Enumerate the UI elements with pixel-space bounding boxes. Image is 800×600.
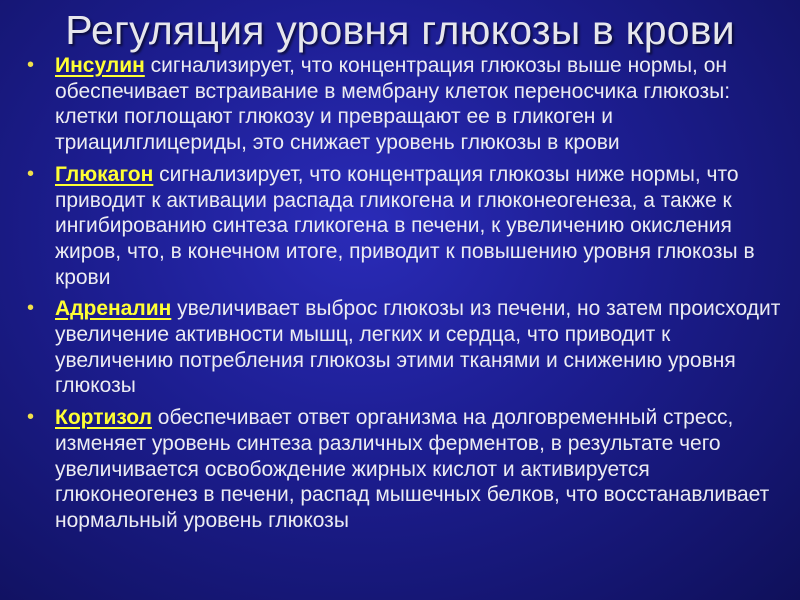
bullet-item-cortisol [22,405,784,534]
bullet-text-cortisol: обеспечивает ответ организма на долговременный стресс, изменяет уровень синтеза различных ферментов, в результате чего увеличивается освобождение жирных кислот и активируется глюконеогенез в печени, распад мышечных белков, что восстанавливает нормальный уровень глюкозы [55,406,770,532]
bullet-text-glucagon: сигнализирует, что концентрация глюкозы ниже нормы, что приводит к активации распада гликогена и глюконеогенеза, а также к ингибированию синтеза гликогена в печени, к увеличению окисления жиров, что, в конечном итоге, приводит к повышению уровня глюкозы в крови [55,162,755,289]
slide-title: Регуляция уровня глюкозы в крови [65,7,735,53]
bullet-item-adrenaline [22,296,784,399]
bullet-item-glucagon [22,162,784,291]
bullet-list [22,53,784,540]
bullet-dot-icon: • [27,54,35,76]
bullet-item-insulin [22,53,784,156]
hormone-term-adrenaline: Адреналин [55,297,172,321]
hormone-term-cortisol: Кортизол [55,406,152,430]
bullet-text-adrenaline: увеличивает выброс глюкозы из печени, но затем происходит увеличение активности мышц, легких и сердца, что приводит к увеличению потребления глюкозы этими тканями и снижению уровня глюкозы [55,297,781,398]
bullet-dot-icon: • [27,406,35,429]
bullet-text-insulin: сигнализирует, что концентрация глюкозы выше нормы, он обеспечивает встраивание в мембрану клеток переносчика глюкозы: клетки поглощают глюкозу и превращают ее в гликоген и триацилглицериды, это снижает уровень глюкозы в крови [55,54,731,155]
hormone-term-insulin: Инсулин [55,54,145,77]
hormone-term-glucagon: Глюкагон [55,162,154,186]
bullet-dot-icon: • [27,297,35,320]
bullet-dot-icon: • [27,162,35,185]
